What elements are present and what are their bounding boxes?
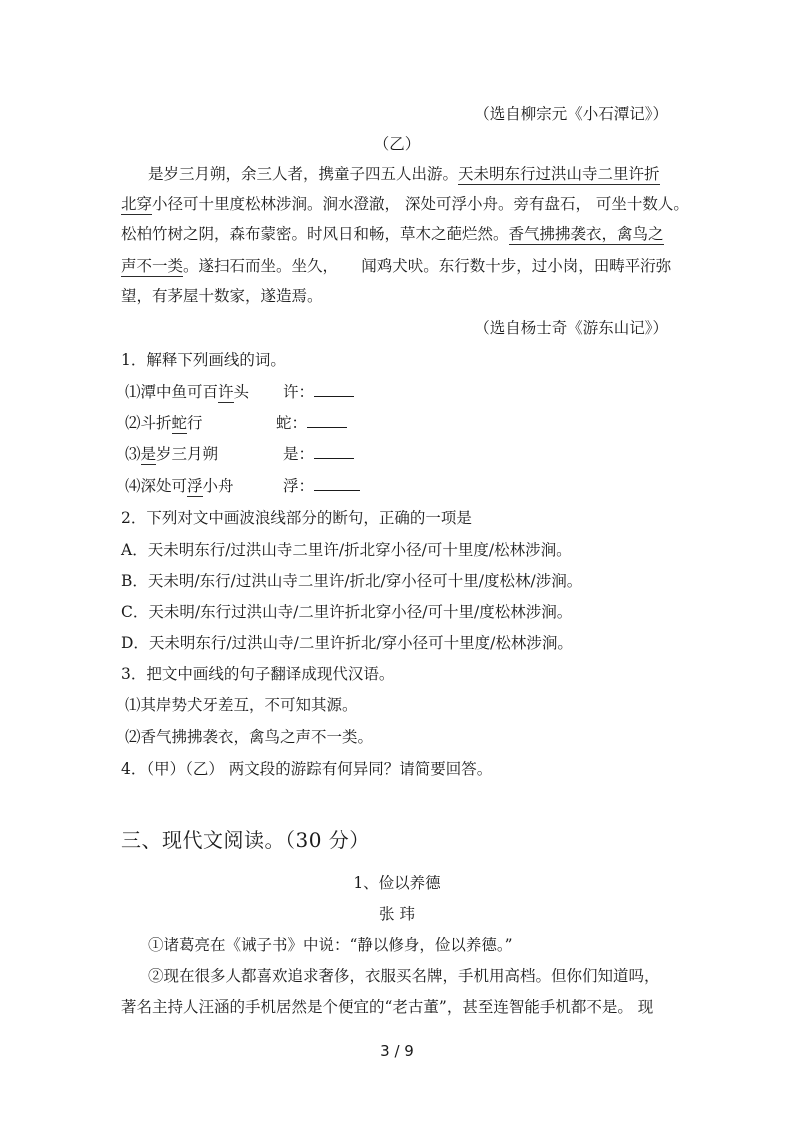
q1-item-1: ⑴潭中鱼可百许头 — [125, 383, 250, 401]
question-1-title: 1．解释下列画线的词。 — [121, 351, 286, 369]
source-citation-1: （选自柳宗元《小石潭记》） — [474, 105, 668, 123]
passage-b-line-3 — [121, 224, 664, 244]
passage-b-line-4 — [121, 256, 671, 276]
q2-option-a[interactable]: A．天未明东行/过洪山寺二里许/折北穿小径/可十里度/松林涉涧。 — [121, 541, 572, 559]
passage-text: 。遂扫石而坐。坐久， 闻鸡犬吠。东行数十步，过小岗，田畴平洐弥 — [183, 257, 672, 275]
passage-b-line-2 — [121, 194, 689, 214]
underlined-sentence: 香气拂拂袭衣，禽鸟之 — [508, 225, 664, 243]
passage-text: 小径可十里度松林涉涧。涧水澄澈， 深处可浮小舟。旁有盘石， 可坐十数人。 — [152, 195, 689, 213]
target-word: 浮 — [187, 477, 203, 495]
passage-b-title: （乙） — [373, 135, 421, 153]
q1-answer-3 — [283, 444, 354, 464]
answer-blank[interactable] — [314, 382, 354, 397]
answer-key: 许： — [283, 383, 315, 401]
q1-item-2: ⑵斗折蛇行 — [125, 414, 203, 432]
answer-blank[interactable] — [307, 413, 347, 428]
underlined-sentence: 声不一类 — [121, 257, 184, 275]
article-paragraph-2-line-1: ②现在很多人都喜欢追求奢侈，衣服买名牌，手机用高档。但你们知道吗， — [148, 967, 660, 985]
q2-option-d[interactable]: D．天未明东行/过洪山寺/二里许折北/穿小径可十里度/松林涉涧。 — [121, 634, 573, 652]
q1-answer-4 — [283, 476, 360, 496]
article-author: 张 玮 — [379, 905, 415, 923]
target-word: 许 — [218, 383, 234, 401]
q1-answer-2 — [276, 413, 347, 433]
underlined-sentence: 天未明东行过洪山寺二里许折 — [458, 165, 660, 183]
q1-item-4: ⑷深处可浮小舟 — [125, 477, 234, 495]
article-title: 1、俭以养德 — [353, 874, 441, 892]
question-2-title: 2．下列对文中画波浪线部分的断句，正确的一项是 — [121, 509, 472, 527]
q1-item-3: ⑶是岁三月朔 — [125, 445, 219, 463]
answer-key: 浮： — [283, 477, 315, 495]
answer-blank[interactable] — [314, 476, 360, 491]
target-word: 蛇 — [171, 414, 188, 432]
article-paragraph-1: ①诸葛亮在《诫子书》中说：“静以修身，俭以养德。” — [148, 936, 513, 954]
section-heading: 三、现代文阅读。（30 分） — [121, 828, 370, 852]
passage-b-line-1 — [148, 164, 660, 184]
source-citation-2: （选自杨士奇《游东山记》） — [474, 319, 668, 337]
q3-item-1: ⑴其岸势犬牙差互，不可知其源。 — [125, 696, 358, 714]
target-word: 是 — [140, 445, 157, 463]
answer-key: 蛇： — [276, 414, 308, 432]
question-3-title: 3．把文中画线的句子翻译成现代汉语。 — [121, 665, 395, 683]
page-number: 3 / 9 — [380, 1042, 414, 1060]
passage-text: 是岁三月朔，余三人者，携童子四五人出游。 — [148, 165, 459, 183]
q2-option-b[interactable]: B．天未明/东行/过洪山寺二里许/折北/穿小径可十里/度松林/涉涧。 — [121, 572, 583, 590]
passage-b-line-5: 望，有茅屋十数家，遂造焉。 — [121, 287, 323, 305]
q2-option-c[interactable]: C．天未明/东行过洪山寺/二里许折北穿小径/可十里/度松林涉涧。 — [121, 603, 573, 621]
answer-blank[interactable] — [314, 444, 354, 459]
answer-key: 是： — [283, 445, 315, 463]
passage-text: 松柏竹树之阴，森布蒙密。时风日和畅，草木之葩烂然。 — [121, 225, 509, 243]
article-paragraph-2-line-2: 著名主持人汪涵的手机居然是个便宜的“老古董”，甚至连智能手机都不是。 现 — [121, 998, 654, 1016]
question-4: 4．（甲）（乙） 两文段的游踪有何异同？请简要回答。 — [121, 760, 493, 778]
underlined-sentence: 北穿 — [121, 195, 153, 213]
q1-answer-1 — [283, 382, 354, 402]
q3-item-2: ⑵香气拂拂袭衣，禽鸟之声不一类。 — [125, 728, 374, 746]
